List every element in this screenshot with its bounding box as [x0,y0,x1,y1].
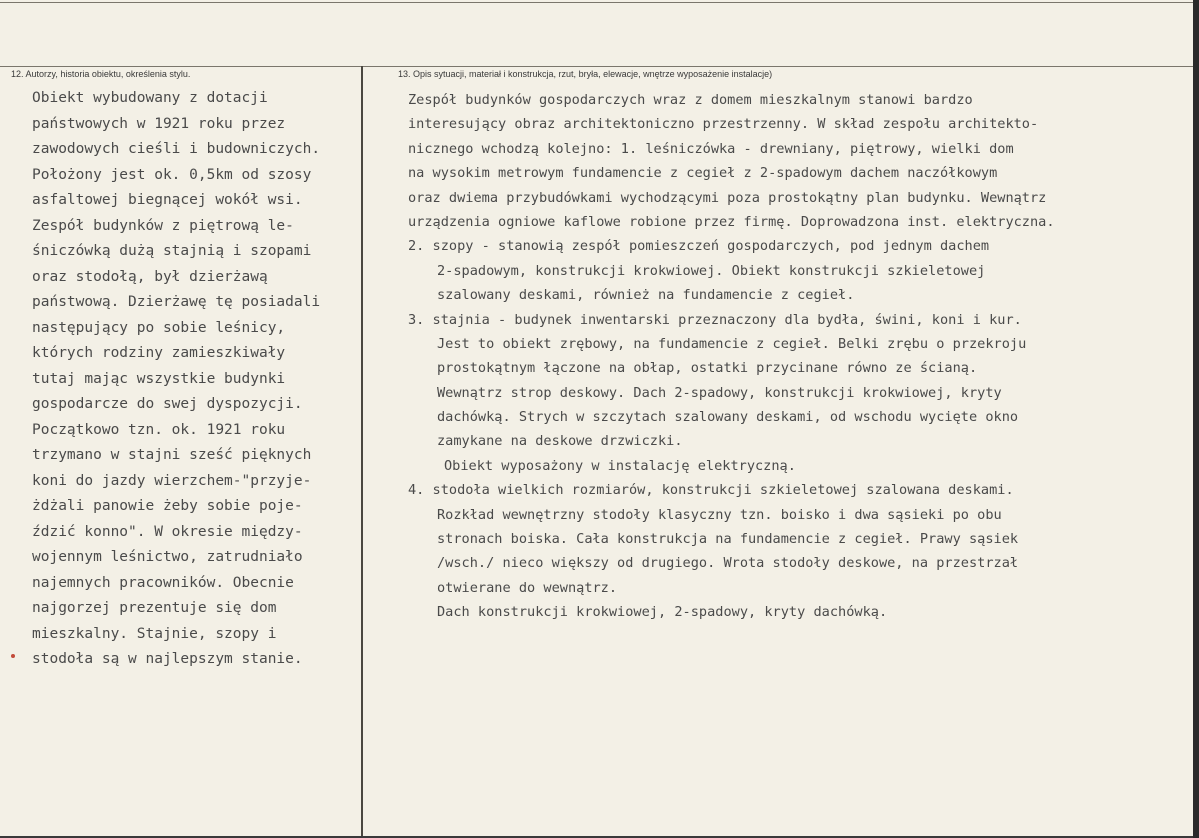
right-line: oraz dwiema przybudówkami wychodzącymi poza prostokątny plan budynku. Wewnątrz [408,189,1047,206]
right-line: Wewnątrz strop deskowy. Dach 2-spadowy, konstrukcji krokwiowej, kryty [437,384,1002,401]
right-line: 4. stodoła wielkich rozmiarów, konstrukcji szkieletowej szalowana deskami. [408,482,1014,499]
left-line: Początkowo tzn. ok. 1921 roku [32,421,286,438]
left-line: trzymano w stajni sześć pięknych [32,447,312,463]
left-line: żdżali panowie żeby sobie poje- [32,498,303,514]
left-line: najemnych pracowników. Obecnie [32,574,294,591]
top-border-line [0,2,1193,3]
left-line: oraz stodołą, był dzierżawą [32,268,268,285]
right-column-text [408,88,1055,625]
left-column-text [32,86,320,673]
left-line: śniczówką dużą stajnią i szopami [32,243,312,259]
right-line: urządzenia ogniowe kaflowe robione przez firmę. Doprowadzona inst. elektryczna. [408,213,1055,230]
right-line: nicznego wchodzą kolejno: 1. leśniczówka - drewniany, piętrowy, wielki dom [408,140,1014,157]
left-line: stodoła są w najlepszym stanie. [32,651,303,667]
left-line: Obiekt wybudowany z dotacji [32,90,268,106]
left-column-header: 12. Autorzy, historia obiektu, określenia stylu. [11,69,191,79]
left-line: Zespół budynków z piętrową le- [32,217,294,234]
right-line: Rozkład wewnętrzny stodoły klasyczny tzn. boisko i dwa sąsieki po obu [437,506,1002,523]
right-line: na wysokim metrowym fundamencie z cegieł z 2-spadowym dachem naczółkowym [408,165,998,182]
scan-edge [1193,0,1199,838]
left-line: koni do jazdy wierzchem-"przyje- [32,472,312,489]
left-line: następujący po sobie leśnicy, [32,319,286,336]
column-divider [361,66,363,836]
right-line: Zespół budynków gospodarczych wraz z domem mieszkalnym stanowi bardzo [408,92,973,108]
ink-mark [11,654,15,658]
right-line: prostokątnym łączone na obłap, ostatki przycinane równo ze ścianą. [437,360,978,377]
right-line: 2-spadowym, konstrukcji krokwiowej. Obiekt konstrukcji szkieletowej [437,262,986,279]
left-line: ździć konno". W okresie między- [32,523,303,540]
right-line: dachówką. Strych w szczytach szalowany deskami, od wschodu wycięte okno [437,409,1019,426]
left-line: których rodziny zamieszkiwały [32,345,286,361]
left-line: tutaj mając wszystkie budynki [32,370,286,387]
left-line: Położony jest ok. 0,5km od szosy [32,166,312,183]
left-line: zawodowych cieśli i budowniczych. [32,141,321,157]
right-line: stronach boiska. Cała konstrukcja na fundamencie z cegieł. Prawy sąsiek [437,531,1019,548]
left-line: asfaltowej biegnącej wokół wsi. [32,192,303,208]
left-line: państwowych w 1921 roku przez [32,115,286,132]
right-line: zamykane na deskowe drzwiczki. [437,433,683,450]
left-line: wojennym leśnictwo, zatrudniało [32,549,303,565]
right-line: Obiekt wyposażony w instalację elektryczną. [444,457,796,474]
right-line: 2. szopy - stanowią zespół pomieszczeń gospodarczych, pod jednym dachem [408,238,990,255]
right-line: otwierane do wewnątrz. [437,579,618,596]
left-line: najgorzej prezentuje się dom [32,600,277,616]
left-line: mieszkalny. Stajnie, szopy i [32,625,277,642]
right-line: /wsch./ nieco większy od drugiego. Wrota stodoły deskowe, na przestrzał [437,555,1019,572]
right-line: Dach konstrukcji krokwiowej, 2-spadowy, kryty dachówką. [437,604,888,621]
right-line: interesujący obraz architektoniczno przestrzenny. W skład zespołu architekto- [408,116,1039,133]
header-rule [0,66,1193,67]
left-line: gospodarcze do swej dyspozycji. [32,396,303,412]
right-line: szalowany deskami, również na fundamencie z cegieł. [437,287,855,304]
right-line: Jest to obiekt zrębowy, na fundamencie z cegieł. Belki zrębu o przekroju [437,335,1027,352]
left-line: państwową. Dzierżawę tę posiadali [32,294,321,310]
right-line: 3. stajnia - budynek inwentarski przeznaczony dla bydła, świni, koni i kur. [408,311,1022,328]
right-column-header: 13. Opis sytuacji, materiał i konstrukcja, rzut, bryła, elewacje, wnętrze wyposażenie instalacje) [398,69,773,79]
